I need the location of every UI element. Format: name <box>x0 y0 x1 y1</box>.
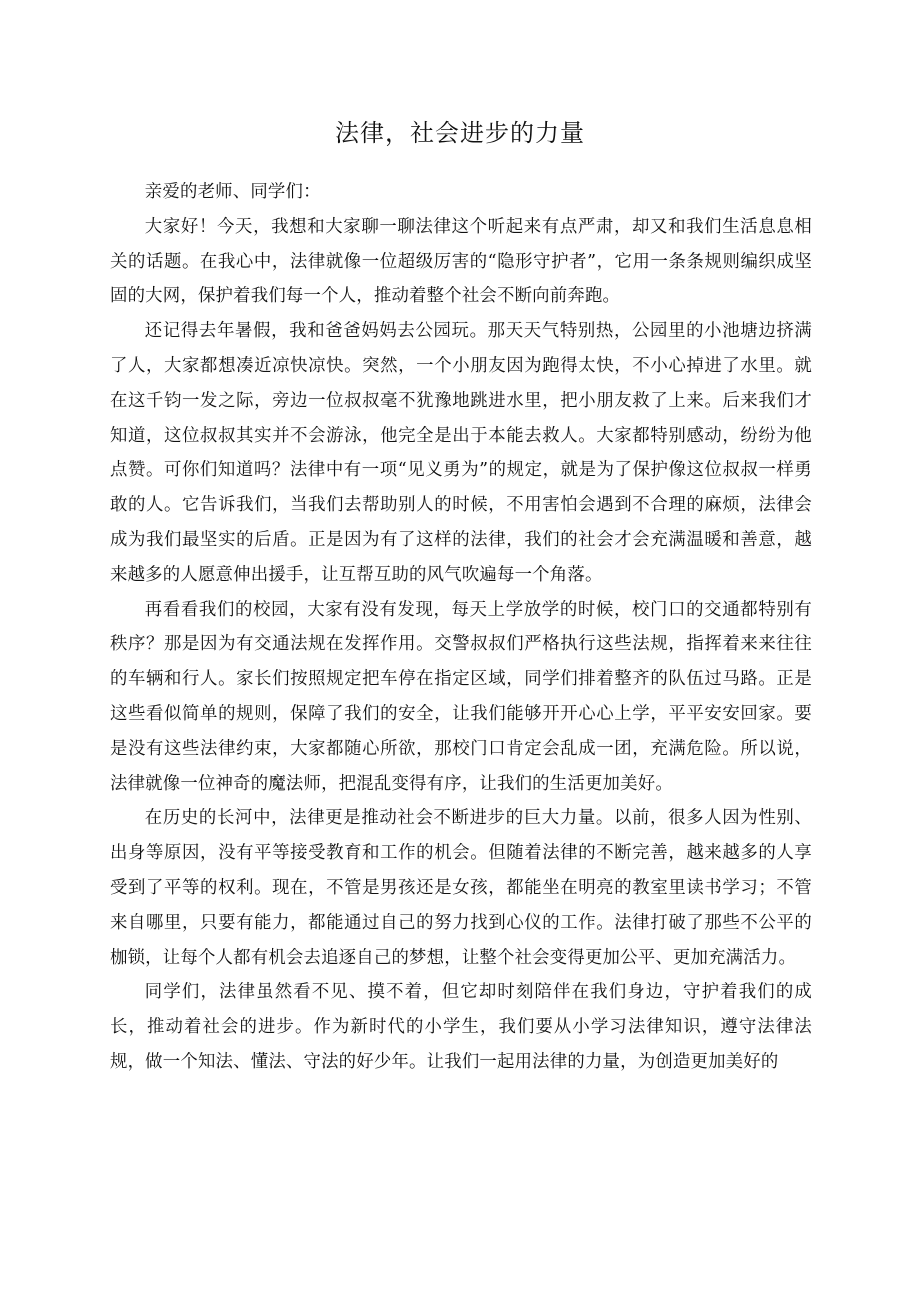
paragraph-park-story: 还记得去年暑假，我和爸爸妈妈去公园玩。那天天气特别热，公园里的小池塘边挤满了人，大家都想凑近凉快凉快。突然，一个小朋友因为跑得太快，不小心掉进了水里。就在这千钧一发之际，旁边一位叔叔毫不犹豫地跳进水里，把小朋友救了上来。后来我们才知道，这位叔叔其实并不会游泳，他完全是出于本能去救人。大家都特别感动，纷纷为他点赞。可你们知道吗？法律中有一项“见义勇为”的规定，就是为了保护像这位叔叔一样勇敢的人。它告诉我们，当我们去帮助别人的时候，不用害怕会遇到不合理的麻烦，法律会成为我们最坚实的后盾。正是因为有了这样的法律，我们的社会才会充满温暖和善意，越来越多的人愿意伸出援手，让互帮互助的风气吹遍每一个角落。 <box>110 321 812 585</box>
document-title: 法律，社会进步的力量 <box>335 119 585 147</box>
paragraph-history: 在历史的长河中，法律更是推动社会不断进步的巨大力量。以前，很多人因为性别、出身等原因，没有平等接受教育和工作的机会。但随着法律的不断完善，越来越多的人享受到了平等的权利。现在，不管是男孩还是女孩，都能坐在明亮的教室里读书学习；不管来自哪里，只要有能力，都能通过自己的努力找到心仪的工作。法律打破了那些不公平的枷锁，让每个人都有机会去追逐自己的梦想，让整个社会变得更加公平、更加充满活力。 <box>110 808 812 968</box>
document-body <box>110 175 812 1080</box>
paragraph-campus-traffic: 再看看我们的校园，大家有没有发现，每天上学放学的时候，校门口的交通都特别有秩序？那是因为有交通法规在发挥作用。交警叔叔们严格执行这些法规，指挥着来来往往的车辆和行人。家长们按照规定把车停在指定区域，同学们排着整齐的队伍过马路。正是这些看似简单的规则，保障了我们的安全，让我们能够开开心心上学，平平安安回家。要是没有这些法律约束，大家都随心所欲，那校门口肯定会乱成一团，充满危险。所以说，法律就像一位神奇的魔法师，把混乱变得有序，让我们的生活更加美好。 <box>110 599 812 794</box>
paragraph-greeting: 亲爱的老师、同学们： <box>144 182 321 202</box>
paragraph-intro: 大家好！今天，我想和大家聊一聊法律这个听起来有点严肃，却又和我们生活息息相关的话题。在我心中，法律就像一位超级厉害的“隐形守护者”，它用一条条规则编织成坚固的大网，保护着我们每一个人，推动着整个社会不断向前奔跑。 <box>110 216 812 307</box>
paragraph-conclusion: 同学们，法律虽然看不见、摸不着，但它却时刻陪伴在我们身边，守护着我们的成长，推动着社会的进步。作为新时代的小学生，我们要从小学习法律知识，遵守法律法规，做一个知法、懂法、守法的好少年。让我们一起用法律的力量，为创造更加美好的 <box>110 982 812 1072</box>
